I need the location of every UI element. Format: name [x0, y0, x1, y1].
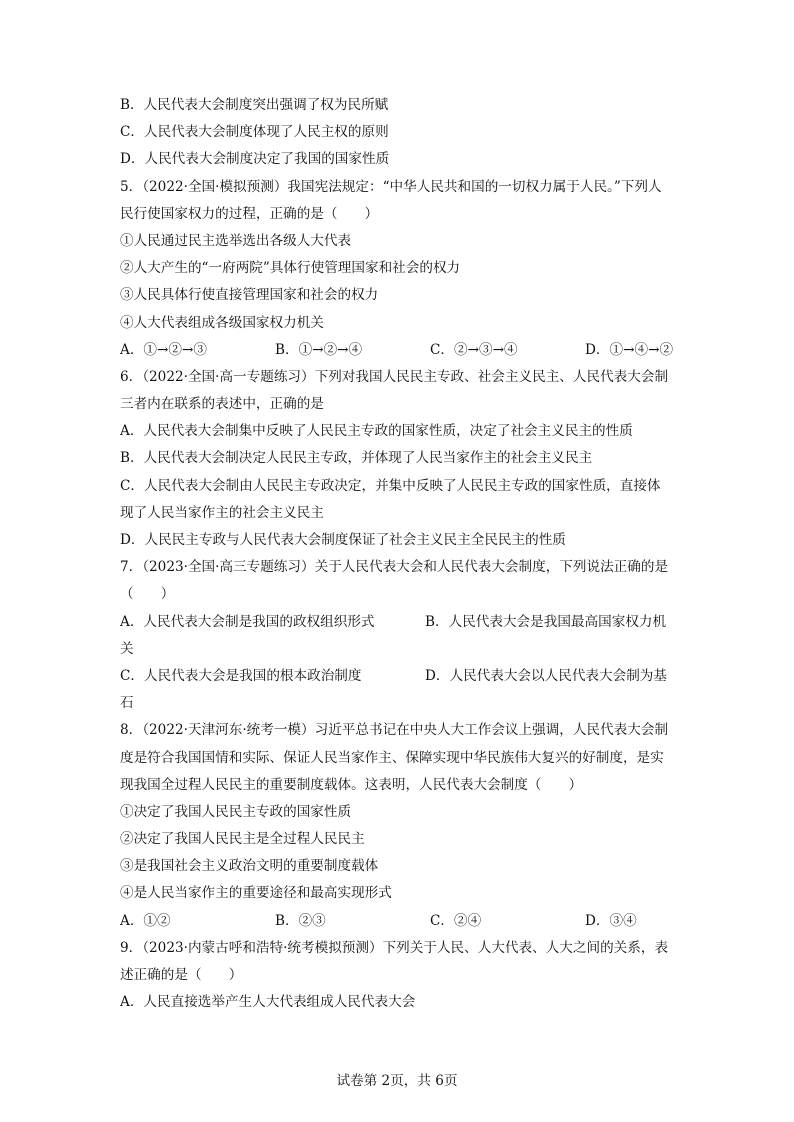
q9-stem-line-2: 述正确的是（ ） — [120, 967, 243, 983]
q8-stem-line-1: 8．（2022·天津河东·统考一模）习近平总书记在中央人大工作会议上强调，人民代表大会制 — [120, 722, 669, 739]
q6-option-c-line-1: C．人民代表大会制由人民民主专政决定，并集中反映了人民民主专政的国家性质，直接体 — [120, 477, 661, 494]
q6-option-a: A．人民代表大会制集中反映了人民民主专政的国家性质，决定了社会主义民主的性质 — [120, 423, 633, 440]
q7-option-b-continued: 关 — [120, 640, 134, 657]
q4-option-b: B．人民代表大会制度突出强调了权为民所赋 — [120, 97, 389, 113]
q8-statement-2: ②决定了我国人民民主是全过程人民民主 — [120, 831, 365, 848]
q7-option-b: B．人民代表大会是我国最高国家权力机 — [425, 613, 667, 630]
q7-option-a: A．人民代表大会制是我国的政权组织形式 — [120, 613, 375, 630]
q5-option-a: A．①→②→③ — [120, 341, 207, 358]
exam-page-content — [120, 92, 680, 1016]
q8-option-d: D．③④ — [585, 912, 637, 929]
q8-stem-line-2: 度是符合我国国情和实际、保证人民当家作主、保障实现中华民族伟大复兴的好制度，是实 — [120, 749, 664, 766]
q8-statement-1: ①决定了我国人民民主专政的国家性质 — [120, 803, 352, 820]
q5-stem-line-2: 民行使国家权力的过程，正确的是（ ） — [120, 205, 379, 222]
q7-stem-line-1: 7．（2023·全国·高三专题练习）关于人民代表大会和人民代表大会制度，下列说法正确的是 — [120, 559, 669, 576]
q5-option-c: C．②→③→④ — [430, 341, 518, 358]
q5-option-d: D．①→④→② — [585, 341, 674, 358]
q6-option-c-line-2: 现了人民当家作主的社会主义民主 — [120, 504, 324, 521]
q8-option-a: A．①② — [120, 912, 171, 929]
q8-stem-line-3: 现我国全过程人民民主的重要制度载体。这表明，人民代表大会制度（ ） — [120, 776, 583, 793]
page-footer: 试卷第 2页，共 6页 — [336, 1073, 458, 1089]
q7-options-row-2 — [120, 663, 680, 690]
q5-statement-4: ④人大代表组成各级国家权力机关 — [120, 314, 324, 331]
q6-option-d: D．人民民主专政与人民代表大会制度保证了社会主义民主全民民主的性质 — [120, 532, 566, 548]
q9-option-a: A．人民直接选举产生人大代表组成人民代表大会 — [120, 994, 416, 1011]
q9-stem-line-1: 9．（2023·内蒙古呼和浩特·统考模拟预测）下列关于人民、人大代表、人大之间的关系，表 — [120, 939, 669, 956]
q8-statement-3: ③是我国社会主义政治文明的重要制度载体 — [120, 858, 379, 875]
q8-statement-4: ④是人民当家作主的重要途径和最高实现形式 — [120, 885, 392, 902]
q5-statement-3: ③人民具体行使直接管理国家和社会的权力 — [120, 287, 379, 304]
q7-options-row-1 — [120, 609, 680, 636]
q7-option-c: C．人民代表大会是我国的根本政治制度 — [120, 667, 362, 684]
q7-option-d-continued: 石 — [120, 695, 134, 712]
q7-stem-line-2: （ ） — [120, 586, 175, 603]
q8-option-c: C．②④ — [430, 912, 482, 929]
q6-stem-line-2: 三者内在联系的表述中，正确的是 — [120, 396, 324, 413]
q7-option-d: D．人民代表大会以人民代表大会制为基 — [425, 667, 667, 684]
q6-option-b: B．人民代表大会制决定人民民主专政，并体现了人民当家作主的社会主义民主 — [120, 450, 593, 467]
q5-option-b: B．①→②→④ — [275, 341, 363, 358]
q5-stem-line-1: 5．（2022·全国·模拟预测）我国宪法规定：“中华人民共和国的一切权力属于人民。”下列人 — [120, 178, 662, 195]
q4-option-d: D．人民代表大会制度决定了我国的国家性质 — [120, 151, 390, 168]
q8-option-b: B．②③ — [275, 912, 326, 929]
q5-options — [120, 337, 680, 364]
q6-stem-line-1: 6．（2022·全国·高一专题练习）下列对我国人民民主专政、社会主义民主、人民代表大会制 — [120, 368, 669, 385]
q5-statement-1: ①人民通过民主选举选出各级人大代表 — [120, 232, 352, 249]
q8-options — [120, 908, 680, 935]
q5-statement-2: ②人大产生的“一府两院”具体行使管理国家和社会的权力 — [120, 260, 461, 277]
q4-option-c: C．人民代表大会制度体现了人民主权的原则 — [120, 124, 389, 141]
